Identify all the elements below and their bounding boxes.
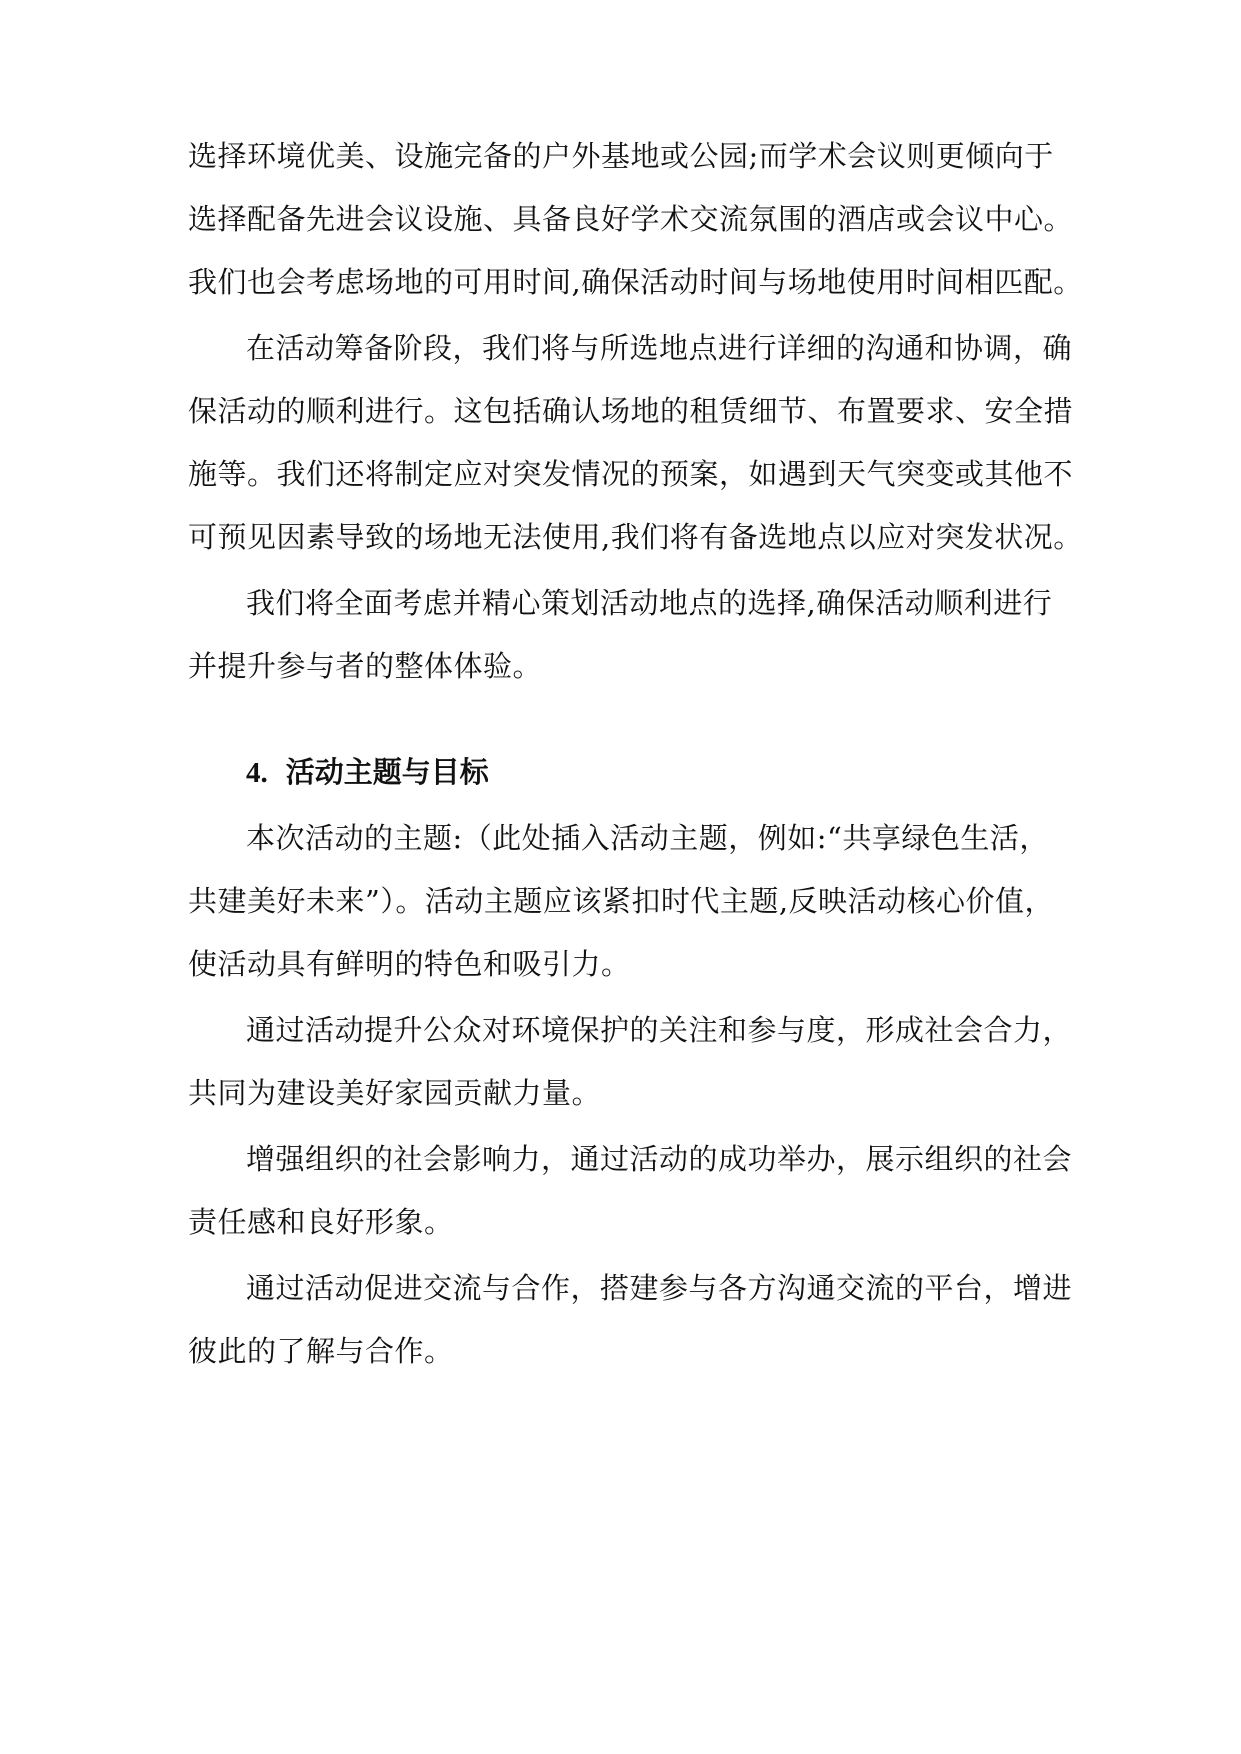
- paragraph-line: 我们也会考虑场地的可用时间,确保活动时间与场地使用时间相匹配。: [188, 265, 1083, 299]
- section-title: 活动主题与目标: [285, 755, 489, 789]
- paragraph-line: 并提升参与者的整体体验。: [188, 649, 543, 683]
- paragraph-line: 增强组织的社会影响力，通过活动的成功举办，展示组织的社会: [246, 1142, 1073, 1176]
- paragraph-line: 彼此的了解与合作。: [188, 1334, 454, 1368]
- paragraph-line: 通过活动提升公众对环境保护的关注和参与度，形成社会合力，: [246, 1013, 1073, 1047]
- paragraph-line: 保活动的顺利进行。这包括确认场地的租赁细节、布置要求、安全措: [188, 394, 1074, 428]
- paragraph-line: 选择环境优美、设施完备的户外基地或公园;而学术会议则更倾向于: [188, 139, 1054, 173]
- paragraph-line: 在活动筹备阶段，我们将与所选地点进行详细的沟通和协调，确: [246, 331, 1073, 365]
- section-number: 4.: [246, 757, 268, 789]
- paragraph-line: 选择配备先进会议设施、具备良好学术交流氛围的酒店或会议中心。: [188, 202, 1074, 236]
- paragraph-line: 责任感和良好形象。: [188, 1205, 454, 1239]
- paragraph-line: 使活动具有鲜明的特色和吸引力。: [188, 947, 631, 981]
- section-heading: [246, 752, 489, 792]
- paragraph-line: 共同为建设美好家园贡献力量。: [188, 1076, 602, 1110]
- paragraph-line: 共建美好未来”）。活动主题应该紧扣时代主题,反映活动核心价值，: [188, 884, 1055, 918]
- paragraph-line: 我们将全面考虑并精心策划活动地点的选择,确保活动顺利进行: [246, 586, 1053, 620]
- paragraph-line: 通过活动促进交流与合作，搭建参与各方沟通交流的平台，增进: [246, 1271, 1073, 1305]
- paragraph-line: 可预见因素导致的场地无法使用,我们将有备选地点以应对突发状况。: [188, 520, 1083, 554]
- paragraph-line: 施等。我们还将制定应对突发情况的预案，如遇到天气突变或其他不: [188, 457, 1074, 491]
- paragraph-line: 本次活动的主题:（此处插入活动主题，例如:“共享绿色生活，: [246, 821, 1049, 855]
